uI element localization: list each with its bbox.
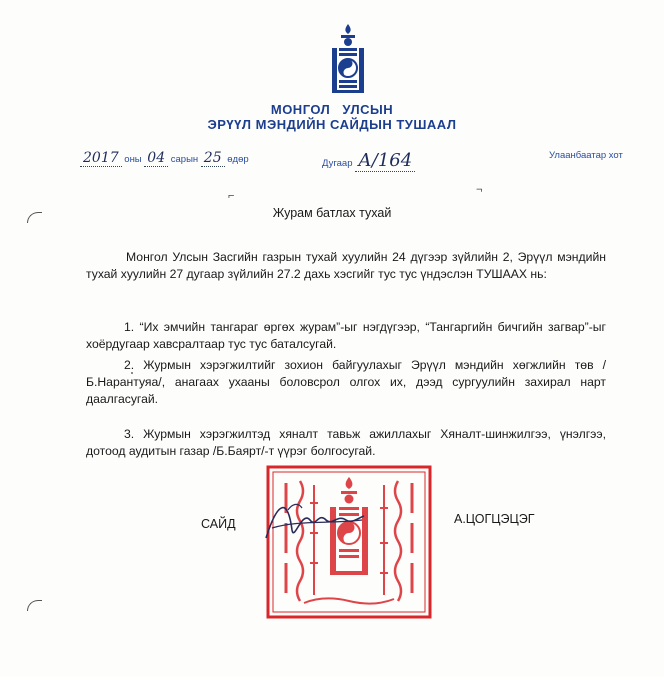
corner-mark-left: ⌐ — [228, 190, 235, 202]
order-number-value: А/164 — [355, 150, 415, 172]
date-month-suffix: сарын — [170, 154, 199, 165]
order-number-label: Дугаар — [322, 158, 353, 169]
order-item-2: 2. Журмын хэрэгжилтийг зохион байгуулахыг Эрүүл мэндийн хөгжлийн төв /Б.Нарантуяа/, анагаах ухааны боловсрол олгох их, дээд сургуулийн захирал нарт даалгасугай. — [86, 358, 606, 406]
city-label: Улаанбаатар хот — [549, 150, 623, 161]
order-number-line — [322, 150, 415, 171]
handwritten-signature-icon — [258, 490, 368, 550]
date-day-suffix: өдөр — [227, 154, 249, 165]
order-item-1: 1. “Их эмчийн тангараг өргөх журам”-ыг нэгдүгээр, “Тангаргийн бичгийн загвар”-ыг хоёрдугаар хавсралтаар тус тус баталсугай. — [86, 320, 606, 351]
punch-hole-mark — [27, 600, 42, 611]
order-type-title: ЭРҮҮЛ МЭНДИЙН САЙДЫН ТУШААЛ — [207, 117, 457, 132]
date-day: 25 — [201, 150, 225, 167]
signer-role: САЙД — [201, 517, 236, 531]
document-title: Журам батлах тухай — [272, 206, 392, 220]
order-item-3: 3. Журмын хэрэгжилтэд хяналт тавьж ажиллахыг Хяналт-шинжилгээ, үнэлгээ, дотоод аудитын газар /Б.Баярт/-т үүрэг болгосугай. — [86, 427, 606, 458]
date-year-suffix: оны — [124, 154, 142, 165]
preamble-paragraph: Монгол Улсын Засгийн газрын тухай хуулийн 24 дүгээр зүйлийн 2, Эрүүл мэндийн тухай хуулийн 27 дугаар зүйлийн 27.2 дахь хэсгийг тус тус үндэслэн ТУШААХ нь: — [86, 250, 606, 281]
soyombo-emblem-icon — [328, 22, 368, 96]
signer-name: А.ЦОГЦЭЦЭГ — [454, 512, 535, 526]
date-year: 2017 — [80, 150, 122, 167]
ministry-title: МОНГОЛ УЛСЫН — [270, 102, 394, 117]
corner-mark-right: ¬ — [476, 184, 483, 196]
date-line — [80, 150, 249, 166]
date-month: 04 — [144, 150, 168, 167]
stray-dot — [131, 372, 133, 374]
